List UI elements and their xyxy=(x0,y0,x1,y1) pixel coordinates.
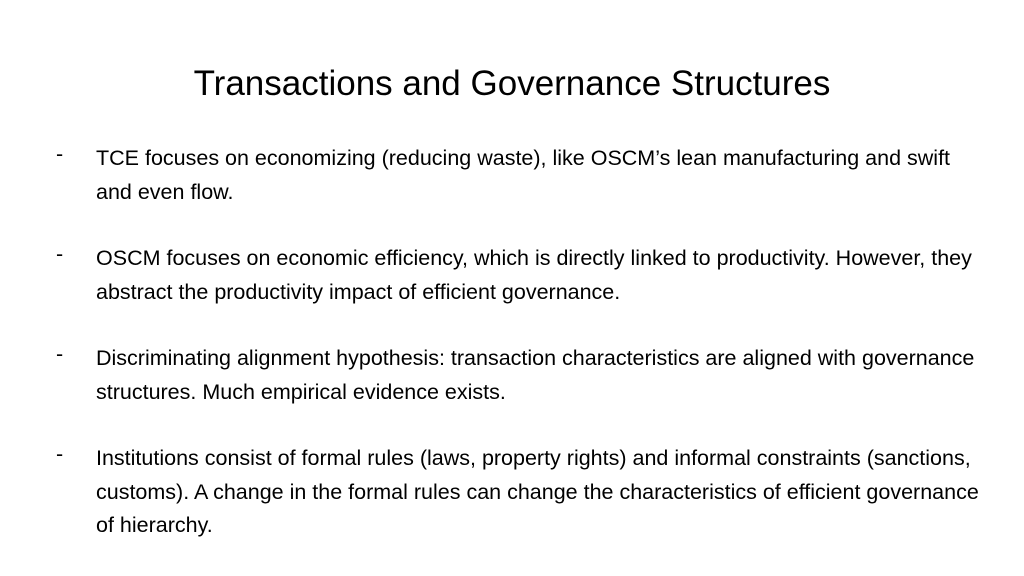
bullet-text: OSCM focuses on economic efficiency, which is directly linked to productivity. However, they abstract the productivity impact of efficient governance. xyxy=(96,246,972,304)
bullet-item xyxy=(56,242,986,309)
bullet-dash: - xyxy=(56,342,64,366)
bullet-text: Institutions consist of formal rules (laws, property rights) and informal constraints (sanctions, customs). A change in the formal rules can change the characteristics of efficient governance of hierarchy. xyxy=(96,446,979,537)
bullet-list xyxy=(56,142,986,543)
bullet-item xyxy=(56,442,986,543)
bullet-text: TCE focuses on economizing (reducing waste), like OSCM’s lean manufacturing and swift and even flow. xyxy=(96,146,951,204)
bullet-dash: - xyxy=(56,142,64,166)
bullet-text: Discriminating alignment hypothesis: transaction characteristics are aligned with governance structures. Much empirical evidence exists. xyxy=(96,346,975,404)
bullet-dash: - xyxy=(56,242,64,266)
bullet-item xyxy=(56,342,986,409)
bullet-item xyxy=(56,142,986,209)
bullet-dash: - xyxy=(56,442,64,466)
slide-title: Transactions and Governance Structures xyxy=(193,64,831,103)
